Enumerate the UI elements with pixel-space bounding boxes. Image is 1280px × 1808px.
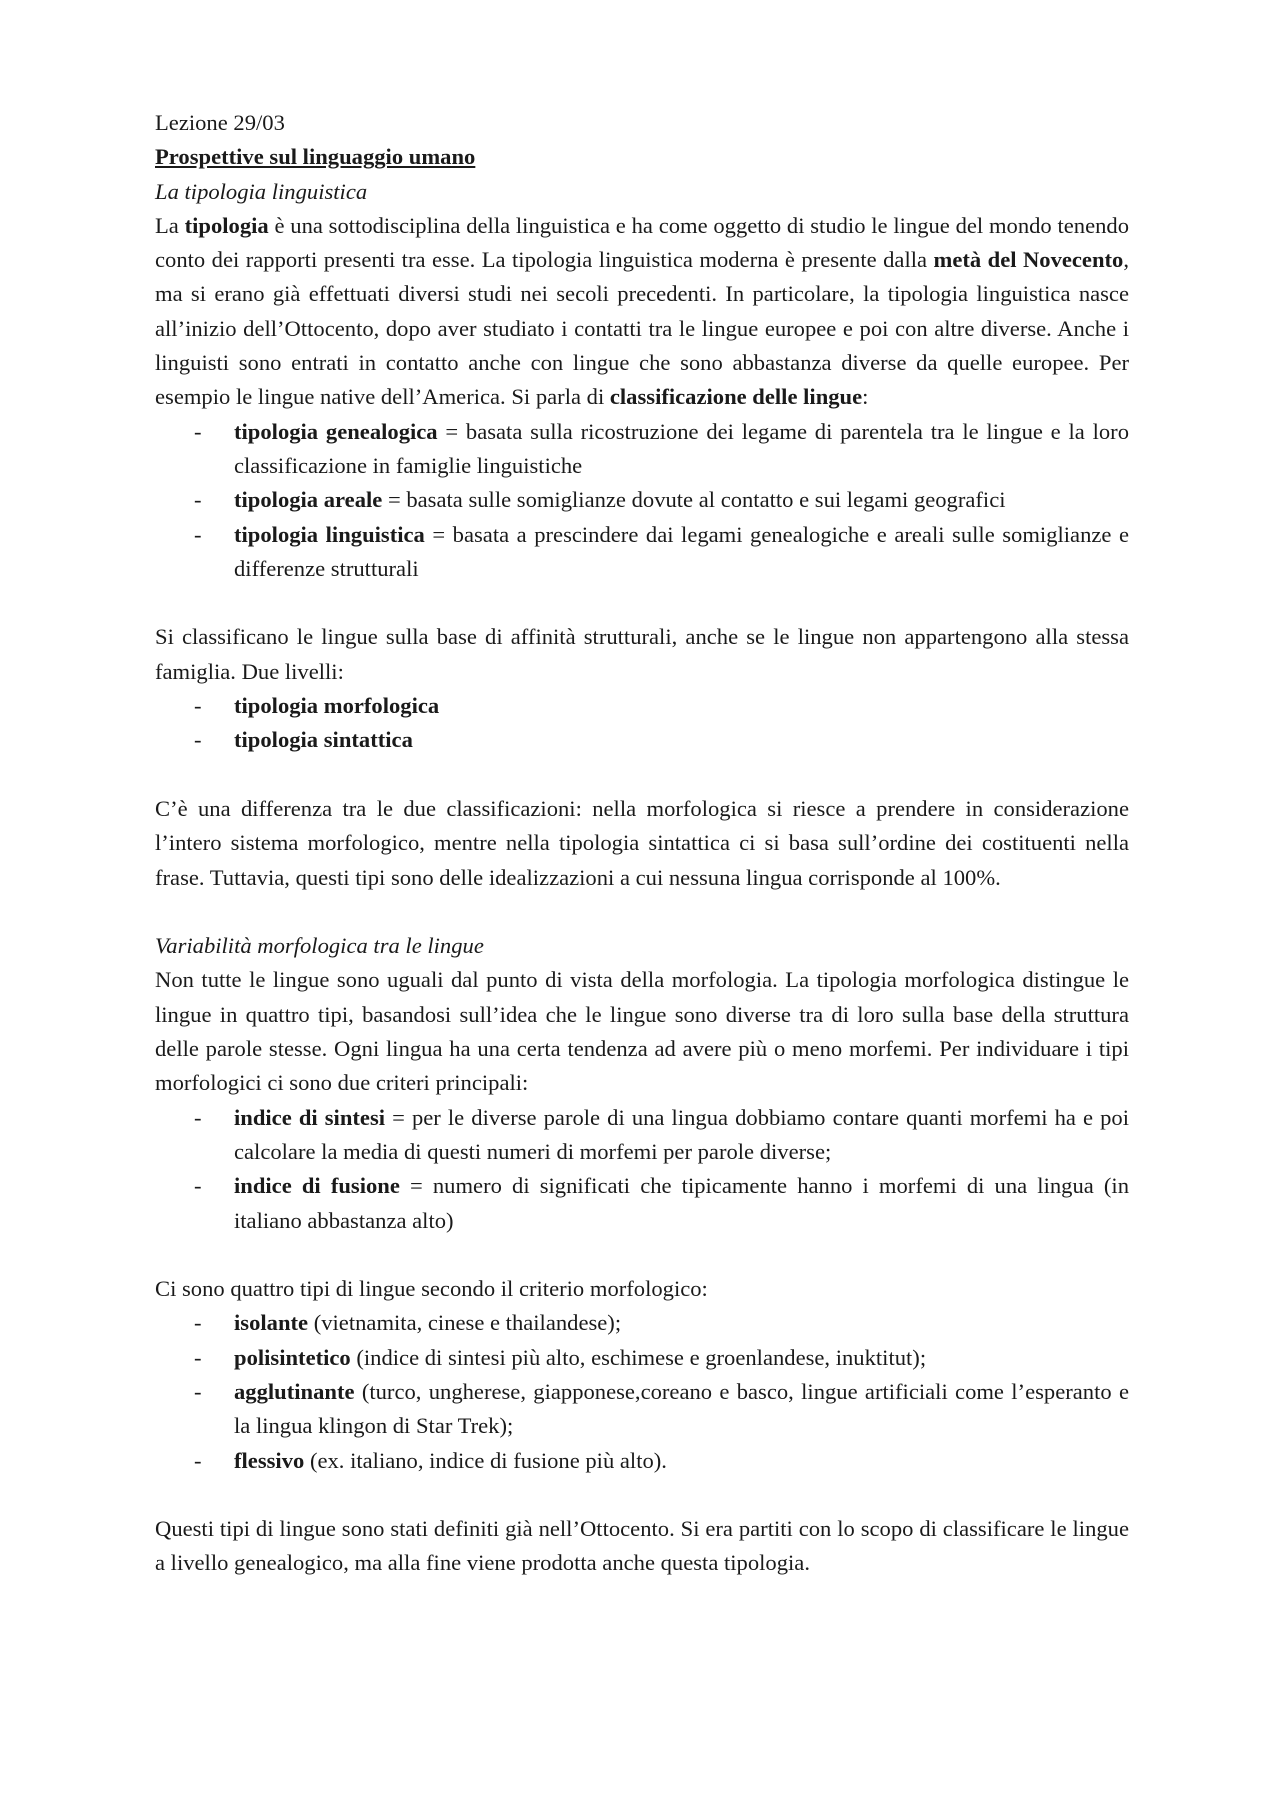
- list-item: - polisintetico (indice di sintesi più alto, eschimese e groenlandese, inuktitut);: [194, 1344, 927, 1370]
- classification-list: [155, 415, 1129, 586]
- bold-term: metà del Novecento: [933, 247, 1124, 273]
- list-item: - isolante (vietnamita, cinese e thailandese);: [194, 1310, 622, 1336]
- list-item: - tipologia genealogica = basata sulla ricostruzione dei legame di parentela tra le lingue e la loro classificazione in famiglie linguistiche: [194, 418, 1129, 478]
- paragraph-affinita: Si classificano le lingue sulla base di affinità strutturali, anche se le lingue non appartengono alla stessa famiglia. Due livelli:: [155, 624, 1129, 684]
- bold-term: classificazione delle lingue: [609, 384, 863, 410]
- list-item: - tipologia morfologica: [194, 693, 440, 719]
- criteria-list: [155, 1101, 1129, 1238]
- list-item: - tipologia linguistica = basata a prescindere dai legami genealogiche e areali sulle somiglianze e differenze strutturali: [194, 521, 1130, 581]
- list-item: - indice di fusione = numero di significati che tipicamente hanno i morfemi di una lingua (in italiano abbastanza alto): [194, 1173, 1129, 1233]
- levels-list: [155, 689, 1129, 758]
- document-page: [155, 106, 1129, 1581]
- paragraph-differenza: C’è una differenza tra le due classificazioni: nella morfologica si riesce a prendere in considerazione l’intero sistema morfologico, mentre nella tipologia sintattica ci si basa sull’ordine dei costituenti nella frase. Tuttavia, questi tipi sono delle idealizzazioni a cui nessuna lingua corrisponde al 100%.: [155, 795, 1129, 890]
- language-types-list: [155, 1306, 1129, 1477]
- paragraph-quattro-tipi: Ci sono quattro tipi di lingue secondo il criterio morfologico:: [155, 1276, 708, 1302]
- page-title: Prospettive sul linguaggio umano: [155, 144, 476, 170]
- list-item: - tipologia areale = basata sulle somiglianze dovute al contatto e sui legami geografici: [194, 487, 1006, 513]
- paragraph-conclusione: Questi tipi di lingue sono stati definiti già nell’Ottocento. Si era partiti con lo scopo di classificare le lingue a livello genealogico, ma alla fine viene prodotta anche questa tipologia.: [155, 1516, 1129, 1576]
- paragraph-morfologia: Non tutte le lingue sono uguali dal punto di vista della morfologia. La tipologia morfologica distingue le lingue in quattro tipi, basandosi sull’idea che le lingue sono diverse tra di loro sulla base della struttura delle parole stesse. Ogni lingua ha una certa tendenza ad avere più o meno morfemi. Per individuare i tipi morfologici ci sono due criteri principali:: [155, 967, 1129, 1096]
- list-item: - tipologia sintattica: [194, 727, 413, 753]
- section-title-variabilita: Variabilità morfologica tra le lingue: [155, 933, 484, 959]
- lecture-date: Lezione 29/03: [155, 110, 285, 135]
- section-title-tipologia: La tipologia linguistica: [155, 178, 368, 204]
- bold-term: tipologia: [184, 212, 269, 238]
- paragraph-intro: La tipologia è una sottodisciplina della linguistica e ha come oggetto di studio le lingue del mondo tenendo conto dei rapporti presenti tra esse. La tipologia linguistica moderna è presente dalla metà del Novecento, ma si erano già effettuati diversi studi nei secoli precedenti. In particolare, la tipologia linguistica nasce all’inizio dell’Ottocento, dopo aver studiato i contatti tra le lingue europee e poi con altre diverse. Anche i linguisti sono entrati in contatto anche con lingue che sono abbastanza diverse da quelle europee. Per esempio le lingue native dell’America. Si parla di classificazione delle lingue:: [155, 212, 1130, 410]
- list-item: - flessivo (ex. italiano, indice di fusione più alto).: [194, 1447, 667, 1473]
- list-item: - indice di sintesi = per le diverse parole di una lingua dobbiamo contare quanti morfemi ha e poi calcolare la media di questi numeri di morfemi per parole diverse;: [194, 1104, 1130, 1164]
- list-item: - agglutinante (turco, ungherese, giapponese,coreano e basco, lingue artificiali come l’esperanto e la lingua klingon di Star Trek);: [194, 1378, 1129, 1439]
